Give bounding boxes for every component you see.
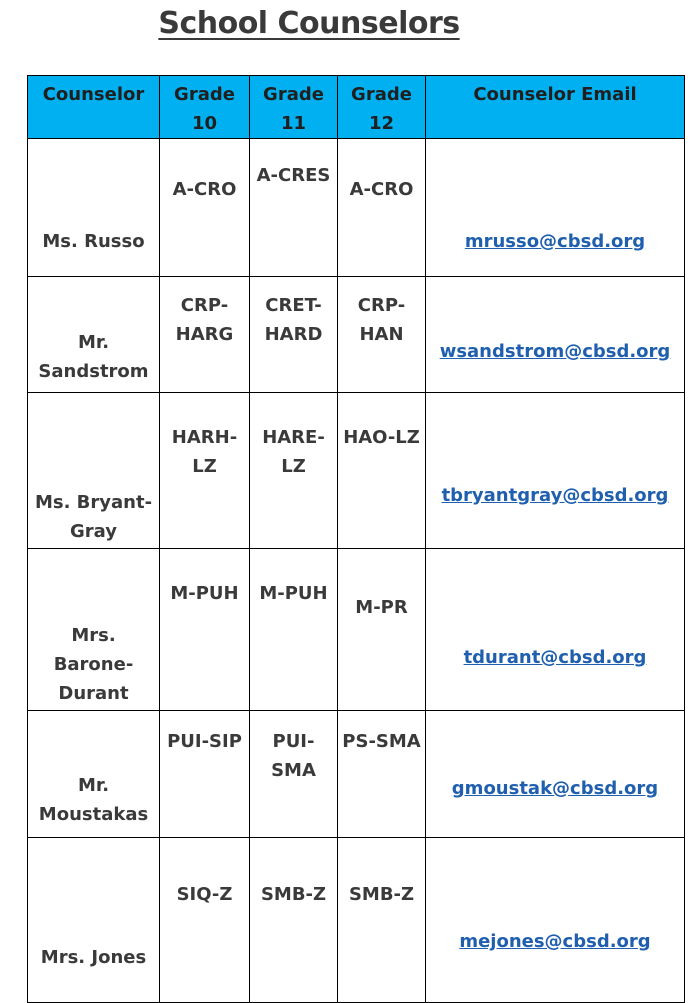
table-row xyxy=(28,711,685,838)
grade-11-range: HARE-LZ xyxy=(250,393,338,549)
grade-11-range: M-PUH xyxy=(250,549,338,711)
header-counselor: Counselor xyxy=(28,76,160,139)
grade-10-range: M-PUH xyxy=(160,549,250,711)
grade-12-range: SMB-Z xyxy=(338,838,426,1003)
counselor-name: Mr. Sandstrom xyxy=(28,277,160,393)
grade-12-range: HAO-LZ xyxy=(338,393,426,549)
header-grade-12: Grade 12 xyxy=(338,76,426,139)
grade-12-range: A-CRO xyxy=(338,139,426,277)
header-email: Counselor Email xyxy=(426,76,685,139)
grade-12-range: M-PR xyxy=(338,549,426,711)
email-cell xyxy=(426,711,685,838)
table-header-row xyxy=(28,76,685,139)
grade-11-range: A-CRES xyxy=(250,139,338,277)
email-cell xyxy=(426,393,685,549)
email-link[interactable]: tdurant@cbsd.org xyxy=(463,647,647,668)
table-row xyxy=(28,139,685,277)
email-link[interactable]: gmoustak@cbsd.org xyxy=(451,778,659,799)
grade-10-range: SIQ-Z xyxy=(160,838,250,1003)
grade-10-range: CRP-HARG xyxy=(160,277,250,393)
grade-11-range: CRET-HARD xyxy=(250,277,338,393)
email-cell xyxy=(426,549,685,711)
counselor-table xyxy=(27,75,685,1003)
grade-11-range: PUI-SMA xyxy=(250,711,338,838)
table-row xyxy=(28,838,685,1003)
counselor-name: Ms. Bryant-Gray xyxy=(28,393,160,549)
email-link[interactable]: wsandstrom@cbsd.org xyxy=(439,341,671,362)
grade-11-range: SMB-Z xyxy=(250,838,338,1003)
grade-12-range: PS-SMA xyxy=(338,711,426,838)
table-row xyxy=(28,277,685,393)
header-grade-10: Grade 10 xyxy=(160,76,250,139)
email-link[interactable]: mrusso@cbsd.org xyxy=(464,231,646,252)
table-row xyxy=(28,393,685,549)
email-cell xyxy=(426,139,685,277)
table-row xyxy=(28,549,685,711)
grade-10-range: HARH-LZ xyxy=(160,393,250,549)
header-grade-11: Grade 11 xyxy=(250,76,338,139)
grade-10-range: PUI-SIP xyxy=(160,711,250,838)
email-link[interactable]: tbryantgray@cbsd.org xyxy=(441,485,669,506)
counselor-name: Ms. Russo xyxy=(28,139,160,277)
grade-12-range: CRP-HAN xyxy=(338,277,426,393)
grade-10-range: A-CRO xyxy=(160,139,250,277)
counselor-name: Mrs. Barone-Durant xyxy=(28,549,160,711)
email-cell xyxy=(426,838,685,1003)
email-cell xyxy=(426,277,685,393)
counselor-name: Mr. Moustakas xyxy=(28,711,160,838)
page-title: School Counselors xyxy=(158,6,460,41)
counselor-name: Mrs. Jones xyxy=(28,838,160,1003)
email-link[interactable]: mejones@cbsd.org xyxy=(459,931,651,952)
